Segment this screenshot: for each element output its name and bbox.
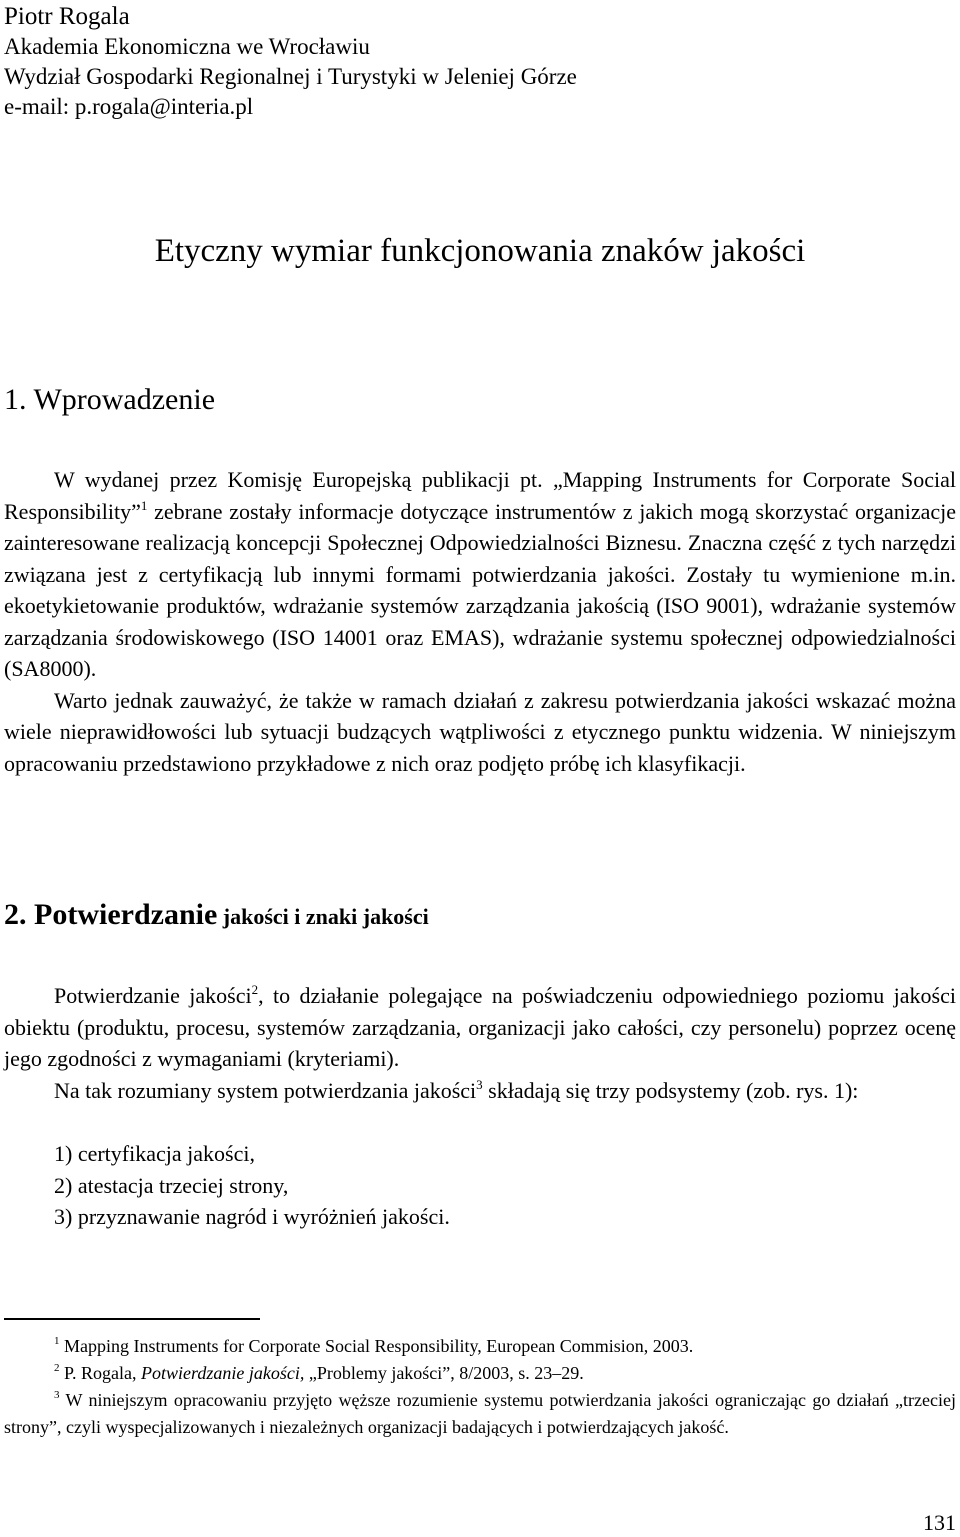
footnote-separator — [4, 1318, 260, 1320]
list-item: 2) atestacja trzeciej strony, — [54, 1172, 289, 1198]
page-number: 131 — [923, 1510, 956, 1535]
footnote-number: 1 — [54, 1335, 60, 1347]
section-2-heading-rest: jakości i znaki jakości — [217, 904, 429, 929]
footnote-number: 2 — [54, 1362, 60, 1374]
section-2-heading-main: 2. Potwierdzanie — [4, 898, 218, 931]
author-affiliation: Akademia Ekonomiczna we Wrocławiu — [4, 34, 370, 59]
list-item: 1) certyfikacja jakości, — [54, 1141, 255, 1166]
footnote-3 — [4, 1387, 956, 1441]
paragraph-text: zebrane zostały informacje dotyczące instrumentów z jakich mogą skorzystać organizacje zainteresowane realizacją koncepcji Społecznej Odpowiedzialności Biznesu. Znaczna część z tych narzędzi związana jest z certyfikacją lub innymi formami potwierdzania jakości. Zostały tu wymienione m.in. ekoetykietowanie produktów, wdrażanie systemów zarządzania jakością (ISO 9001), wdrażanie systemów zarządzania środowiskowego (ISO 14001 oraz EMAS), wdrażanie systemu społecznej odpowiedzialności (SA8000). — [4, 498, 956, 681]
section-1-paragraph-1 — [4, 464, 956, 685]
author-name: Piotr Rogala — [4, 3, 130, 30]
section-2-paragraph-1 — [4, 980, 956, 1075]
section-1-body — [4, 464, 956, 779]
paragraph-text: Potwierdzanie jakości — [54, 983, 252, 1008]
footnote-text: „Problemy jakości”, 8/2003, s. 23–29. — [304, 1363, 584, 1383]
footnote-text: P. Rogala, — [64, 1363, 142, 1383]
section-2-paragraph-2 — [4, 1075, 956, 1107]
author-faculty: Wydział Gospodarki Regionalnej i Turystyki w Jeleniej Górze — [4, 64, 577, 89]
footnote-italic-title: Potwierdzanie jakości, — [141, 1363, 305, 1383]
footnote-ref-1: 1 — [140, 497, 148, 513]
footnote-text: W niniejszym opracowaniu przyjęto węższe rozumienie systemu potwierdzania jakości ograniczając go działań „trzeciej strony”, czyli wyspecjalizowanych i niezależnych organizacji badających i potwierdzających jakość. — [4, 1390, 956, 1437]
section-1-paragraph-2: Warto jednak zauważyć, że także w ramach działań z zakresu potwierdzania jakości wskazać można wiele nieprawidłowości lub sytuacji budzących wątpliwości z etycznego punktu widzenia. W niniejszym opracowaniu przedstawiono przykładowe z nich oraz podjęto próbę ich klasyfikacji. — [4, 687, 956, 776]
paper-title: Etyczny wymiar funkcjonowania znaków jakości — [154, 233, 806, 269]
paragraph-text: W wydanej przez Komisję Europejską publikacji pt. „Mapping Instruments for Corporate Social Responsibility” — [4, 467, 956, 524]
paragraph-text: składają się trzy podsystemy (zob. rys. 1): — [482, 1077, 859, 1103]
author-block — [4, 2, 577, 122]
list-item: 3) przyznawanie nagród i wyróżnień jakości. — [54, 1204, 450, 1229]
subsystem-list — [54, 1138, 450, 1233]
footnote-ref-3: 3 — [476, 1076, 483, 1092]
footnote-1 — [4, 1333, 956, 1360]
footnotes — [4, 1333, 956, 1441]
footnote-number: 3 — [54, 1389, 60, 1401]
footnote-ref-2: 2 — [251, 982, 259, 997]
paragraph-text: , to działanie polegające na poświadczeniu odpowiedniego poziomu jakości obiektu (produktu, procesu, systemów zarządzania, organizacji jako całości, czy personelu) poprzez ocenę jego zgodności z wymaganiami (kryteriami). — [4, 983, 956, 1071]
footnote-2 — [4, 1360, 956, 1387]
author-email: e-mail: p.rogala@interia.pl — [4, 94, 254, 119]
section-2-body — [4, 980, 956, 1106]
footnote-text: Mapping Instruments for Corporate Social Responsibility, European Commision, 2003. — [64, 1336, 694, 1356]
section-1-heading: 1. Wprowadzenie — [4, 383, 216, 416]
section-2-heading — [4, 898, 429, 932]
paragraph-text: Na tak rozumiany system potwierdzania jakości — [54, 1077, 477, 1103]
